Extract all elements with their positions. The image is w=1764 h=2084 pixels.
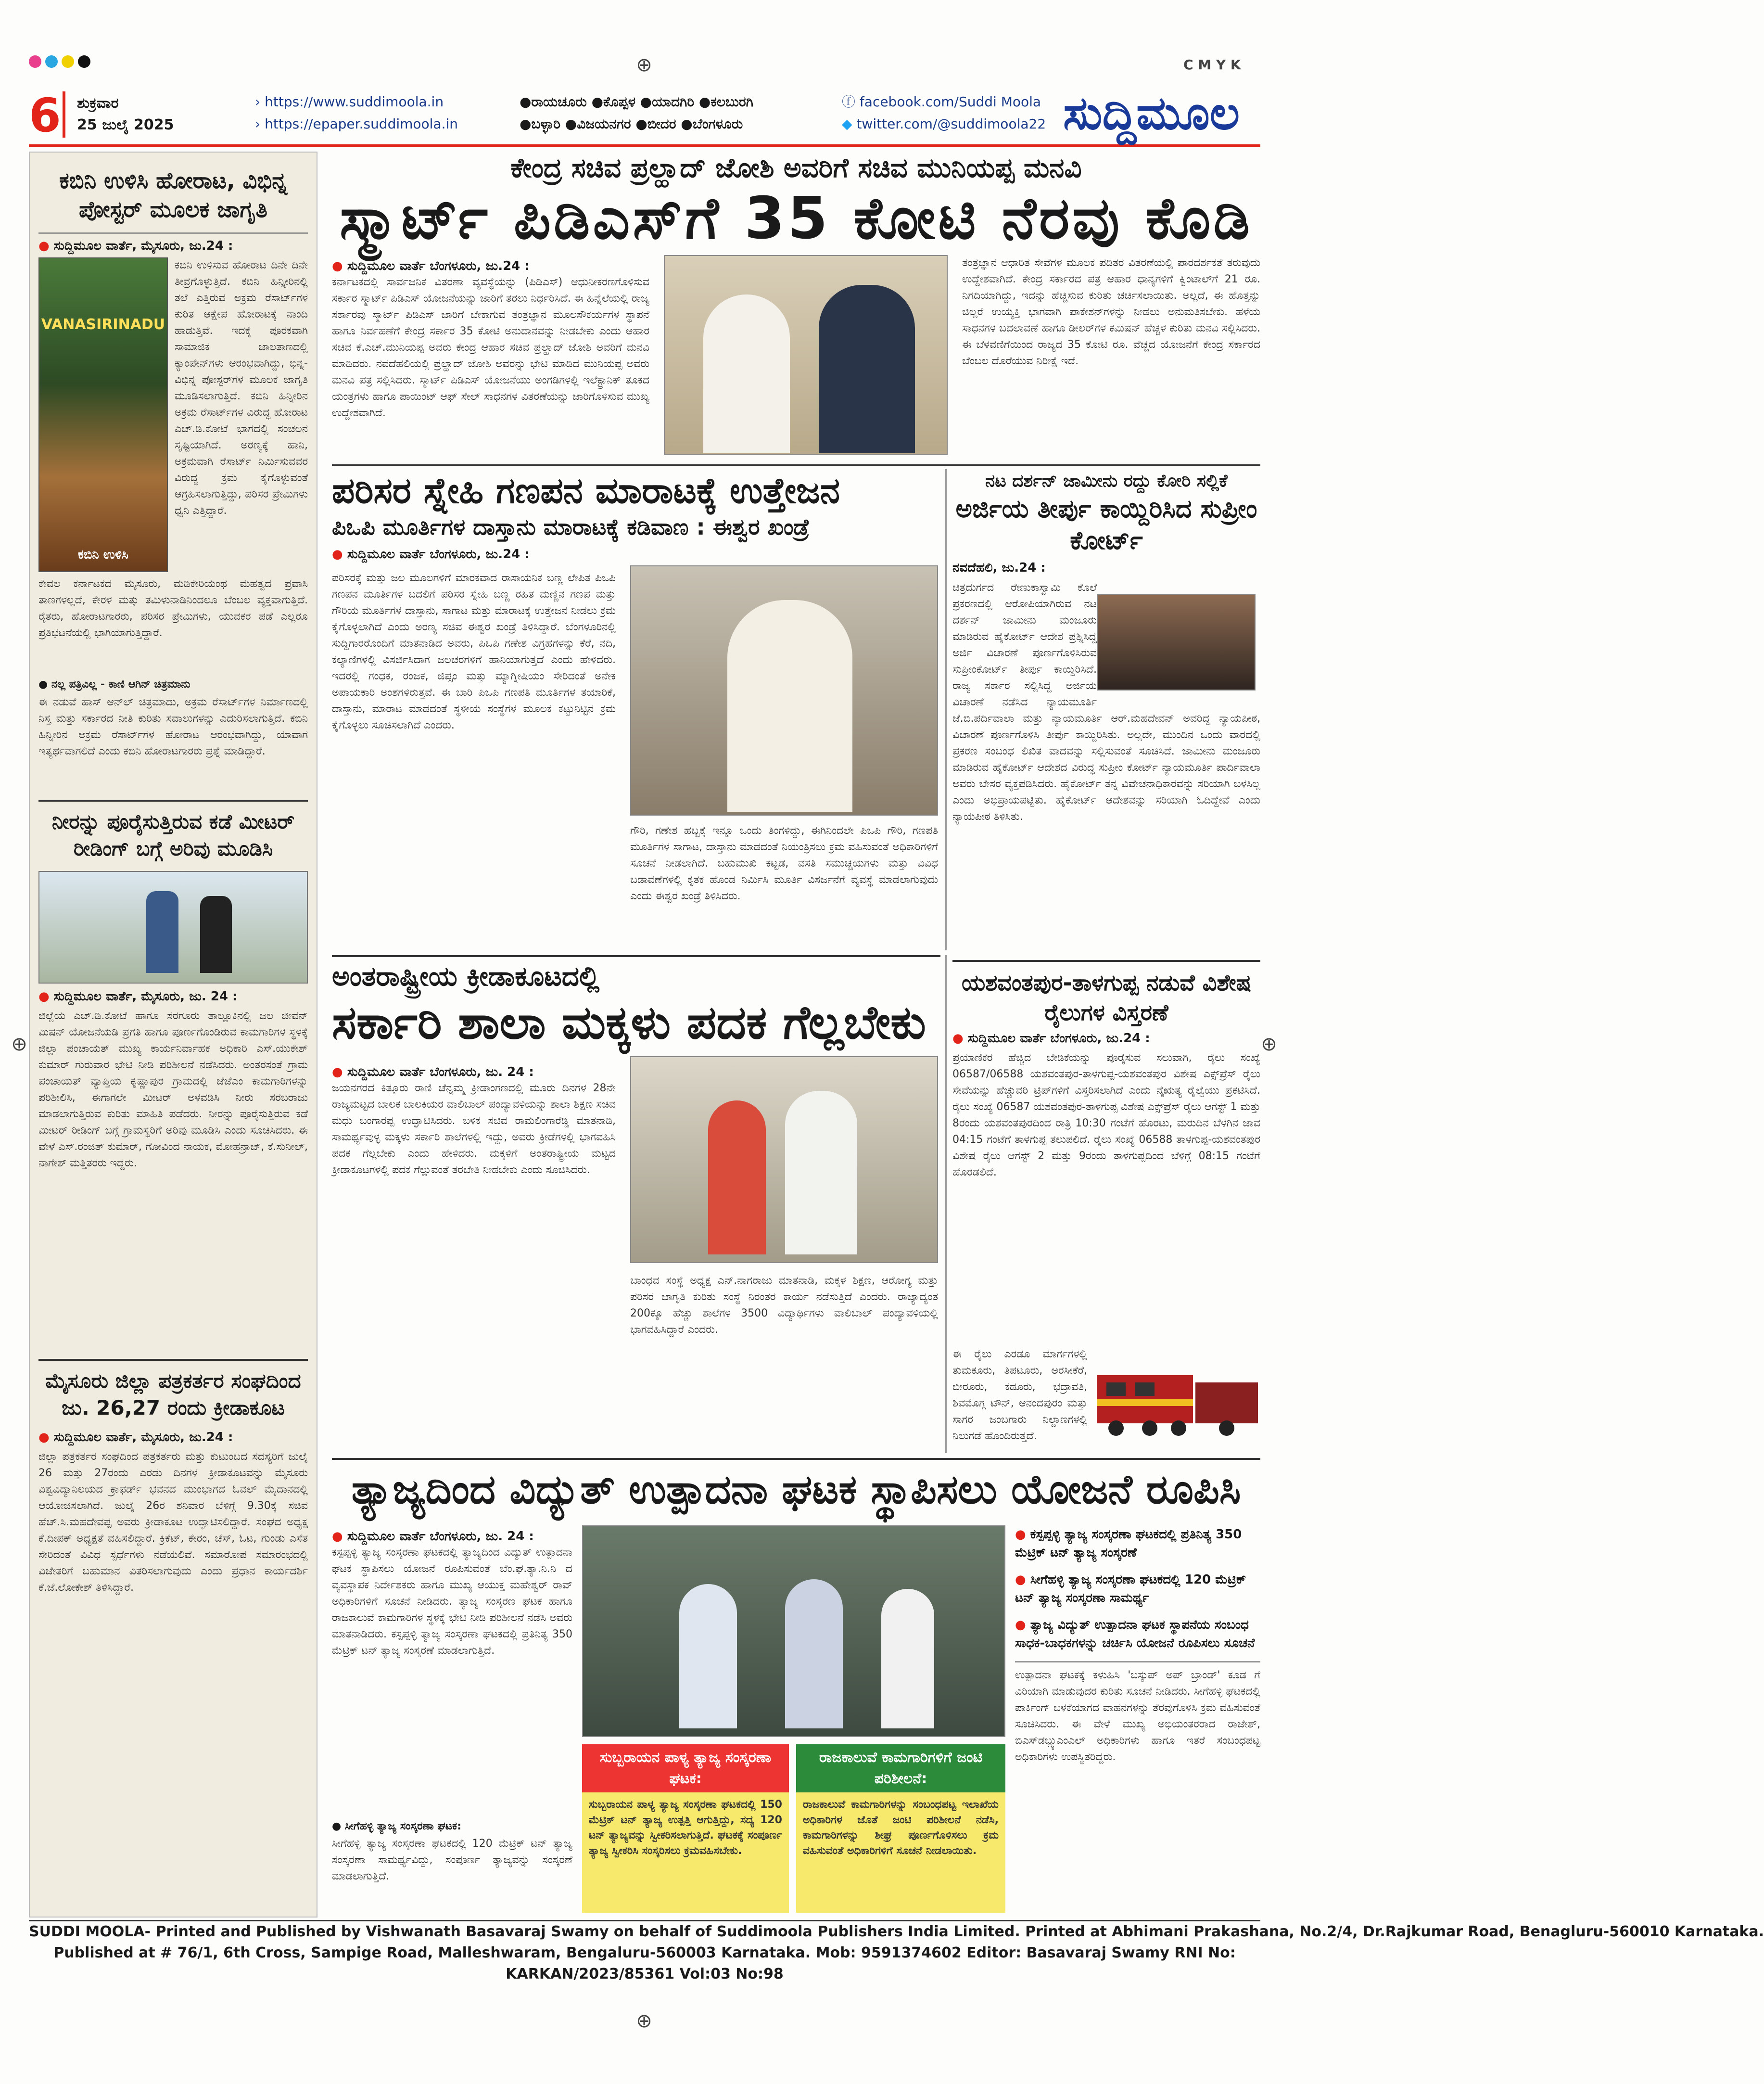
black-dot	[78, 55, 90, 68]
kabini-dateline-text: ಸುದ್ದಿಮೂಲ ವಾರ್ತೆ, ಮೈಸೂರು, ಜು.24 :	[53, 239, 233, 253]
rail-body2: ಈ ರೈಲು ಎರಡೂ ಮಾರ್ಗಗಳಲ್ಲಿ ತುಮಕೂರು, ತಿಪಟೂರು, ಅರಸೀಕೆರೆ, ಬೀರೂರು, ಕಡೂರು, ಭದ್ರಾವತಿ, ಶಿವಮೊಗ್ಗ ಟೌನ್, ಆನಂದಪುರಂ ಮತ್ತು ಸಾಗರ ಜಂಬಗಾರು ನಿಲ್ದಾಣಗಳಲ್ಲಿ ನಿಲುಗಡೆ ಹೊಂದಿರುತ್ತದೆ.	[952, 1348, 1087, 1442]
sports-meet-dateline	[38, 1430, 308, 1445]
sports-dateline-text: ಸುದ್ದಿಮೂಲ ವಾರ್ತೆ ಬೆಂಗಳೂರು, ಜು. 24 :	[347, 1065, 534, 1079]
rule	[38, 800, 308, 802]
train-icon	[1092, 1346, 1260, 1443]
sports-body-right: ಬಾಂಧವ ಸಂಸ್ಥೆ ಅಧ್ಯಕ್ಷ ಎನ್.ನಾಗರಾಜು ಮಾತನಾಡಿ, ಮಕ್ಕಳ ಶಿಕ್ಷಣ, ಆರೋಗ್ಯ ಮತ್ತು ಪರಿಸರ ಜಾಗೃತಿ ಕುರಿತು ಸಂಸ್ಥೆ ನಿರಂತರ ಕಾರ್ಯ ನಡೆಸುತ್ತಿದೆ ಎಂದರು. ರಾಜ್ಯಾದ್ಯಂತ 200ಕ್ಕೂ ಹೆಚ್ಚು ಶಾಲೆಗಳ 3500 ವಿದ್ಯಾರ್ಥಿಗಳು ವಾಲಿಬಾಲ್ ಪಂದ್ಯಾವಳಿಯಲ್ಲಿ ಭಾಗವಹಿಸಿದ್ದಾರೆ ಎಂದರು.	[630, 1275, 938, 1336]
poster-title: VANASIRINADU	[41, 316, 165, 333]
cities-row1: ●ರಾಯಚೂರು ●ಕೊಪ್ಪಳ ●ಯಾದಗಿರಿ ●ಕಲಬುರಗಿ	[520, 94, 754, 110]
bullet-text: ತ್ಯಾಜ್ಯ ವಿದ್ಯುತ್ ಉತ್ಪಾದನಾ ಘಟಕ ಸ್ಥಾಪನೆಯ ಸಂಬಂಧ ಸಾಧಕ-ಬಾಧಕಗಳನ್ನು ಚರ್ಚಿಸಿ ಯೋಜನೆ ರೂಪಿಸಲು ಸೂಚನೆ	[1015, 1618, 1255, 1650]
meter-dateline-text: ಸುದ್ದಿಮೂಲ ವಾರ್ತೆ, ಮೈಸೂರು, ಜು. 24 :	[53, 989, 238, 1004]
lead-body-right: ತಂತ್ರಜ್ಞಾನ ಆಧಾರಿತ ಸೇವೆಗಳ ಮೂಲಕ ಪಡಿತರ ವಿತರಣೆಯಲ್ಲಿ ಪಾರದರ್ಶಕತೆ ತರುವುದು ಉದ್ದೇಶವಾಗಿದೆ. ಕೇಂದ್ರ ಸರ್ಕಾರದ ಪತ್ರ ಆಹಾರ ಧಾನ್ಯಗಳಿಗೆ ಕ್ವಿಂಟಾಲ್‌ಗೆ 21 ರೂ. ನಿಗದಿಯಾಗಿದ್ದು, ಇದನ್ನು ಹೆಚ್ಚಿಸುವ ಕುರಿತು ಚರ್ಚಿಸಲಾಯಿತು. ಅಲ್ಲದೆ, ಈ ಹೊತ್ತನ್ನು ಚಿಲ್ಲರೆ ಉಯ್ಯಕ್ತಿ ಭಾಗವಾಗಿ ಪಾಕೇಶನ್‌ಗಳನ್ನು ನೀಡಲು ಅನುಮತಿಸಬೇಕು. ಹಳೆಯ ಸಾಧನಗಳ ಬದಲಾವಣೆ ಹಾಗೂ ಡೀಲರ್‌ಗಳ ಕಮಿಷನ್ ಹೆಚ್ಚಳ ಕುರಿತು ಮನವಿ ಸಲ್ಲಿಸಿದರು. ಈ ಬೆಳವಣಿಗೆಯಿಂದ ರಾಜ್ಯದ 35 ಕೋಟಿ ರೂ. ವೆಚ್ಚದ ಯೋಜನೆಗೆ ಕೇಂದ್ರ ಸರ್ಕಾರದ ಬೆಂಬಲ ದೊರೆಯುವ ನಿರೀಕ್ಷೆ ಇದೆ.	[962, 257, 1260, 367]
crosshair-icon: ⊕	[636, 54, 652, 76]
kabini-body3: ಈ ನಡುವೆ ಹಾಸ್ ಆನ್‌ಲ್ ಚಿತ್ರಮಾದು, ಅಕ್ರಮ ರೆಸಾರ್ಟ್‌ಗಳ ನಿರ್ಮಾಣದಲ್ಲಿ ನಿಸ್ತ ಮತ್ತು ಸರ್ಕಾರದ ನೀತಿ ಕುರಿತು ಸವಾಲುಗಳನ್ನು ಎದುರಿಸಲಾಗುತ್ತಿದೆ. ಕಬಿನಿ ಹಿನ್ನೀರಿನ ಅಕ್ರಮ ರೆಸಾರ್ಟ್‌ಗಳ ಹೋರಾಟ ಆರಂಭವಾಗಿದ್ದು, ಯಾವಾಗ ಇತ್ಯರ್ಥವಾಗಲಿದೆ ಎಂದು ಕಬಿನಿ ಹೋರಾಟಗಾರರು ಪ್ರಶ್ನೆ ಮಾಡಿದ್ದಾರೆ.	[38, 696, 308, 757]
person-figure	[146, 891, 178, 973]
issue-day: ಶುಕ್ರವಾರ	[77, 95, 119, 112]
twitter-link[interactable]	[842, 115, 1046, 134]
registration-dots	[29, 55, 94, 70]
facebook-text: facebook.com/Suddi Moola	[859, 94, 1041, 110]
eco-dateline	[332, 547, 940, 562]
kabini-dateline	[38, 239, 308, 254]
person-figure	[785, 1091, 857, 1254]
waste-subhead: ● ಸೀಗೆಹಳ್ಳಿ ತ್ಯಾಜ್ಯ ಸಂಸ್ಕರಣಾ ಘಟಕ:	[332, 1820, 461, 1832]
waste-dateline-text: ಸುದ್ದಿಮೂಲ ವಾರ್ತೆ ಬೆಂಗಳೂರು, ಜು. 24 :	[347, 1529, 534, 1544]
waste-photo	[582, 1525, 1005, 1737]
person-figure	[708, 1100, 766, 1254]
court-body	[952, 580, 1260, 946]
person-figure	[727, 600, 852, 812]
rule	[945, 469, 947, 950]
rule	[945, 955, 947, 1453]
rail-headline: ಯಶವಂತಪುರ-ತಾಳಗುಪ್ಪ ನಡುವೆ ವಿಶೇಷ ರೈಲುಗಳ ವಿಸ್ತರಣೆ	[962, 970, 1251, 1025]
eco-subhead: ಪಿಒಪಿ ಮೂರ್ತಿಗಳ ದಾಸ್ತಾನು ಮಾರಾಟಕ್ಕೆ ಕಡಿವಾಣ : ಈಶ್ವರ ಖಂಡ್ರೆ	[332, 514, 810, 540]
rail-dateline-text: ಸುದ್ದಿಮೂಲ ವಾರ್ತೆ ಬೆಂಗಳೂರು, ಜು.24 :	[967, 1031, 1150, 1046]
rail-dateline	[952, 1031, 1260, 1046]
kabini-subhead: ● ನಲ್ಲ ಪತ್ರಿವಿಲ್ಲ - ಕಾಣಿ ಆಗಿನ್ ಚಿತ್ರಮಾನು	[38, 678, 190, 690]
poster-label: ಕಬಿನಿ ಉಳಿಸಿ	[78, 548, 128, 562]
bullet-icon: ●	[1015, 1573, 1026, 1587]
kabini-headline: ಕಬಿನಿ ಉಳಿಸಿ ಹೋರಾಟ, ವಿಭಿನ್ನ ಪೋಸ್ಟರ್ ಮೂಲಕ ಜಾಗೃತಿ	[59, 167, 288, 222]
person-figure	[703, 294, 790, 453]
bullet-icon: ●	[38, 239, 50, 253]
waste-dateline	[332, 1529, 534, 1544]
facebook-link[interactable]	[842, 92, 1041, 112]
masthead	[29, 87, 1260, 147]
crosshair-left-icon: ⊕	[11, 1033, 27, 1055]
lead-story	[332, 152, 1260, 460]
court-kicker: ನಟ ದರ್ಶನ್ ಜಾಮೀನು ರದ್ದು ಕೋರಿ ಸಲ್ಲಿಕೆ	[985, 471, 1228, 491]
sports-body: ಜಯನಗರದ ಕಿತ್ತೂರು ರಾಣಿ ಚೆನ್ನಮ್ಮ ಕ್ರೀಡಾಂಗಣದಲ್ಲಿ ಮೂರು ದಿನಗಳ 28ನೇ ರಾಜ್ಯಮಟ್ಟದ ಬಾಲಕ ಬಾಲಕಿಯರ ವಾಲಿಬಾಲ್ ಪಂದ್ಯಾವಳಿಯನ್ನು ಶಾಲಾ ಶಿಕ್ಷಣ ಸಚಿವ ಮಧು ಬಂಗಾರಪ್ಪ ಉದ್ಘಾಟಿಸಿದರು. ಬಳಿಕ ಸಚಿವ ರಾಮಲಿಂಗಾರೆಡ್ಡಿ ಮಾತನಾಡಿ, ಸಾಮರ್ಥ್ಯವುಳ್ಳ ಮಕ್ಕಳು ಸರ್ಕಾರಿ ಶಾಲೆಗಳಲ್ಲಿ ಇದ್ದು, ಅವರು ಕ್ರೀಡೆಗಳಲ್ಲಿ ಭಾಗವಹಿಸಿ ಪದಕ ಗೆಲ್ಲಬೇಕು ಎಂದು ಹೇಳಿದರು. ಮಕ್ಕಳಿಗೆ ಅಂತರಾಷ್ಟ್ರೀಯ ಮಟ್ಟದ ಕ್ರೀಡಾಕೂಟಗಳಲ್ಲಿ ಪದಕ ಗೆಲ್ಲುವಂತೆ ತರಬೇತಿ ನೀಡಬೇಕು ಎಂದು ಸೂಚಿಸಿದರು.	[332, 1082, 616, 1176]
sports-kicker: ಅಂತರಾಷ್ಟ್ರೀಯ ಕ್ರೀಡಾಕೂಟದಲ್ಲಿ	[332, 961, 600, 992]
meter-body: ಜಿಲ್ಲೆಯ ಎಚ್.ಡಿ.ಕೋಟೆ ಹಾಗೂ ಸರಗೂರು ತಾಲ್ಲೂಕಿನಲ್ಲಿ ಜಲ ಜೀವನ್ ಮಿಷನ್ ಯೋಜನೆಯಡಿ ಪ್ರಗತಿ ಹಾಗೂ ಪೂರ್ಣಗೊಂಡಿರುವ ಕಾಮಗಾರಿಗಳ ಸ್ಥಳಕ್ಕೆ ಜಿಲ್ಲಾ ಪಂಚಾಯತ್ ಮುಖ್ಯ ಕಾರ್ಯನಿರ್ವಾಹಕ ಅಧಿಕಾರಿ ಎಸ್.ಯುಕೇಶ್ ಕುಮಾರ್ ಗುರುವಾರ ಭೇಟಿ ನೀಡಿ ಪರಿಶೀಲನೆ ನಡೆಸಿದರು. ಅಂತರಸಂತೆ ಗ್ರಾಮ ಪಂಚಾಯತ್ ವ್ಯಾಪ್ತಿಯ ಕೃಷ್ಣಾಪುರ ಗ್ರಾಮದಲ್ಲಿ ಜೆಜೆಎಂ ಕಾಮಗಾರಿಗಳನ್ನು ಪರಿಶೀಲಿಸಿ, ಈಗಾಗಲೇ ಮೀಟರ್ ಅಳವಡಿಸಿ ನೀರು ಸರಬರಾಜು ಮಾಡಲಾಗುತ್ತಿರುವ ಕುರಿತು ಮಾಹಿತಿ ಪಡೆದರು. ನೀರನ್ನು ಪೂರೈಸುತ್ತಿರುವ ಕಡೆ ಮೀಟರ್ ರೀಡಿಂಗ್ ಬಗ್ಗೆ ಗ್ರಾಮಸ್ಥರಿಗೆ ಅರಿವು ಮೂಡಿಸಿ ಎಂದು ಸೂಚಿಸಿದರು. ಈ ವೇಳೆ ಎಸ್.ರಂಜಿತ್ ಕುಮಾರ್, ಗೋವಿಂದ ನಾಯಕ, ಮೋಹನ್ರಾಜ್, ಕೆ.ಸುನೀಲ್, ನಾಗೇಶ್ ಮತ್ತಿತರರು ಇದ್ದರು.	[38, 1010, 308, 1169]
box-subbarayanapalya	[582, 1744, 789, 1913]
cmyk-label: C M Y K	[1183, 57, 1241, 73]
court-dateline: ನವದೆಹಲಿ, ಜು.24 :	[952, 561, 1046, 575]
imprint-footer	[29, 1920, 1764, 1982]
lead-photo	[664, 255, 948, 455]
rule	[952, 960, 1260, 962]
rail-story	[952, 960, 1260, 1453]
box1-body: ಸುಬ್ಬರಾಯನ ಪಾಳ್ಯ ತ್ಯಾಜ್ಯ ಸಂಸ್ಕರಣಾ ಘಟಕದಲ್ಲಿ 150 ಮೆಟ್ರಿಕ್ ಟನ್ ತ್ಯಾಜ್ಯ ಉತ್ಪತ್ತಿ ಆಗುತ್ತಿದ್ದು, ಸದ್ಯ 120 ಟನ್ ತ್ಯಾಜ್ಯವನ್ನು ಸ್ವೀಕರಿಸಲಾಗುತ್ತಿದೆ. ಘಟಕಕ್ಕೆ ಸಂಪೂರ್ಣ ತ್ಯಾಜ್ಯ ಸ್ವೀಕರಿಸಿ ಸಂಸ್ಕರಿಸಲು ಕ್ರಮವಹಿಸಬೇಕು.	[589, 1799, 782, 1857]
lead-dateline	[332, 259, 530, 274]
website-link[interactable]: › https://www.suddimoola.in	[255, 94, 444, 110]
kabini-poster	[38, 257, 168, 572]
photo-spacer	[1097, 580, 1260, 695]
meter-headline: ನೀರನ್ನು ಪೂರೈಸುತ್ತಿರುವ ಕಡೆ ಮೀಟರ್ ರೀಡಿಂಗ್ ಬಗ್ಗೆ ಅರಿವು ಮೂಡಿಸಿ	[51, 810, 295, 860]
brand-logo: ಸುದ್ದಿಮೂಲ	[1063, 86, 1240, 140]
bullet-text: ಕಸ್ಪಪ್ಪಳ್ಳಿ ತ್ಯಾಜ್ಯ ಸಂಸ್ಕರಣಾ ಘಟಕದಲ್ಲಿ ಪ್ರತಿನಿತ್ಯ 350 ಮೆಟ್ರಿಕ್ ಟನ್ ತ್ಯಾಜ್ಯ ಸಂಸ್ಕರಣೆ	[1015, 1527, 1242, 1560]
box2-title: ರಾಜಕಾಲುವೆ ಕಾಮಗಾರಿಗಳಿಗೆ ಜಂಟಿ ಪರಿಶೀಲನೆ:	[796, 1744, 1005, 1792]
bullet-icon: ●	[952, 1031, 964, 1046]
epaper-link[interactable]: › https://epaper.suddimoola.in	[255, 116, 458, 132]
eco-story	[332, 469, 940, 950]
rule	[38, 232, 308, 234]
court-headline: ಅರ್ಜಿಯ ತೀರ್ಪು ಕಾಯ್ದಿರಿಸಿದ ಸುಪ್ರೀಂ ಕೋರ್ಟ್	[955, 495, 1257, 555]
bullet-icon: ●	[1015, 1527, 1026, 1542]
bullet-icon: ●	[332, 259, 343, 273]
rule	[38, 1359, 308, 1361]
bullet-item	[1015, 1571, 1260, 1607]
sports-meet-dateline-text: ಸುದ್ದಿಮೂಲ ವಾರ್ತೆ, ಮೈಸೂರು, ಜು.24 :	[53, 1430, 233, 1445]
bullet-icon: ●	[38, 1430, 50, 1445]
bullet-icon: ●	[332, 1065, 343, 1079]
imprint-line2: Published at # 76/1, 6th Cross, Sampige Road, Malleshwaram, Bengaluru-560003 Karnataka. Mob: 9591374602 Editor: Basavaraj Swamy RNI No: KARKAN/2023/85361 Vol:03 No:98	[53, 1944, 1236, 1982]
waste-headline: ತ್ಯಾಜ್ಯದಿಂದ ವಿದ್ಯುತ್ ಉತ್ಪಾದನಾ ಘಟಕ ಸ್ಥಾಪಿಸಲು ಯೋಜನೆ ರೂಪಿಸಿ	[351, 1466, 1241, 1513]
issue-date: 25 ಜುಲೈ 2025	[77, 116, 174, 133]
rule	[332, 955, 940, 957]
facebook-icon: ⓕ	[842, 94, 856, 110]
kabini-body1: ಕಬಿನಿ ಉಳಿಸುವ ಹೋರಾಟ ದಿನೇ ದಿನೇ ತೀವ್ರಗೊಳ್ಳುತ್ತಿದೆ. ಕಬಿನಿ ಹಿನ್ನೀರಿನಲ್ಲಿ ತಲೆ ಎತ್ತಿರುವ ಅಕ್ರಮ ರೆಸಾರ್ಟ್‌ಗಳ ಕುರಿತ ಆಕ್ಷೇಪ ಹೋರಾಟಕ್ಕೆ ನಾಂದಿ ಹಾಡುತ್ತಿವೆ. ಇದಕ್ಕೆ ಪೂರಕವಾಗಿ ಸಾಮಾಜಿಕ ಜಾಲತಾಣದಲ್ಲಿ ಕ್ಯಾಂಪೇನ್‌ಗಳು ಆರಂಭವಾಗಿದ್ದು, ಭಿನ್ನ-ವಿಭಿನ್ನ ಪೋಸ್ಟರ್‌ಗಳ ಮೂಲಕ ಜಾಗೃತಿ ಮೂಡಿಸಲಾಗುತ್ತಿದೆ. ಕಬಿನಿ ಹಿನ್ನೀರಿನ ಅಕ್ರಮ ರೆಸಾರ್ಟ್‌ಗಳ ವಿರುದ್ಧ ಹೋರಾಟ ಎಚ್.ಡಿ.ಕೋಟೆ ಭಾಗದಲ್ಲಿ ಸಂಚಲನ ಸೃಷ್ಟಿಯಾಗಿದೆ. ಅರಣ್ಯಕ್ಕೆ ಹಾನಿ, ಅಕ್ರಮವಾಗಿ ರೆಸಾರ್ಟ್ ನಿರ್ಮಿಸುವವರ ವಿರುದ್ಧ ಕ್ರಮ ಕೈಗೊಳ್ಳುವಂತೆ ಆಗ್ರಹಿಸಲಾಗುತ್ತಿದ್ದು, ಪರಿಸರ ಪ್ರೇಮಿಗಳು ಧ್ವನಿ ಎತ್ತಿದ್ದಾರೆ.	[175, 259, 308, 517]
train-illustration	[1092, 1346, 1260, 1443]
sports-story	[332, 960, 940, 1453]
box-rajakaluve	[796, 1744, 1005, 1913]
bullet-item	[1015, 1616, 1260, 1652]
left-column	[29, 152, 317, 1918]
sports-meet-body: ಜಿಲ್ಲಾ ಪತ್ರಕರ್ತರ ಸಂಘದಿಂದ ಪತ್ರಕರ್ತರು ಮತ್ತು ಕುಟುಂಬದ ಸದಸ್ಯರಿಗೆ ಜುಲೈ 26 ಮತ್ತು 27ರಂದು ಎರಡು ದಿನಗಳ ಕ್ರೀಡಾಕೂಟವನ್ನು ಮೈಸೂರು ವಿಶ್ವವಿದ್ಯಾನಿಲಯದ ಕ್ರಾಫರ್ಡ್ ಭವನದ ಮುಂಭಾಗದ ಓವಲ್ ಮೈದಾನದಲ್ಲಿ ಆಯೋಜಿಸಲಾಗಿದೆ. ಜುಲೈ 26ರ ಶನಿವಾರ ಬೆಳಿಗ್ಗೆ 9.30ಕ್ಕೆ ಸಚಿವ ಹೆಚ್.ಸಿ.ಮಹದೇವಪ್ಪ ಅವರು ಕ್ರೀಡಾಕೂಟ ಉದ್ಘಾಟಿಸಲಿದ್ದಾರೆ. ಸಂಘದ ಅಧ್ಯಕ್ಷ ಕೆ.ದೀಪಕ್ ಅಧ್ಯಕ್ಷತೆ ವಹಿಸಲಿದ್ದಾರೆ. ಕ್ರಿಕೆಟ್, ಕೇರಂ, ಚೆಸ್, ಓಟ, ಗುಂಡು ಎಸೆತ ಸೇರಿದಂತೆ ವಿವಿಧ ಸ್ಪರ್ಧೆಗಳು ನಡೆಯಲಿವೆ. ಸಮಾರೋಪ ಸಮಾರಂಭದಲ್ಲಿ ವಿಜೇತರಿಗೆ ಬಹುಮಾನ ವಿತರಿಸಲಾಗುವುದು ಎಂದು ಪ್ರಧಾನ ಕಾರ್ಯದರ್ಶಿ ಕೆ.ಜೆ.ಲೋಕೇಶ್ ತಿಳಿಸಿದ್ದಾರೆ.	[38, 1451, 308, 1594]
lead-dateline-text: ಸುದ್ದಿಮೂಲ ವಾರ್ತೆ ಬೆಂಗಳೂರು, ಜು.24 :	[347, 259, 530, 273]
eco-body: ಪರಿಸರಕ್ಕೆ ಮತ್ತು ಜಲ ಮೂಲಗಳಿಗೆ ಮಾರಕವಾದ ರಾಸಾಯನಿಕ ಬಣ್ಣ ಲೇಪಿತ ಪಿಒಪಿ ಗಣಪನ ಮೂರ್ತಿಗಳ ಬದಲಿಗೆ ಪರಿಸರ ಸ್ನೇಹಿ ಬಣ್ಣ ರಹಿತ ಮಣ್ಣಿನ ಗಣಪ ಮತ್ತು ಗೌರಿಯ ಮೂರ್ತಿಗಳ ದಾಸ್ತಾನು, ಸಾಗಾಟ ಮತ್ತು ಮಾರಾಟಕ್ಕೆ ಉತ್ತೇಜನ ನೀಡಲು ಕ್ರಮ ಕೈಗೊಳ್ಳಲಾಗಿದೆ ಎಂದು ಅರಣ್ಯ ಸಚಿವ ಈಶ್ವರ ಖಂಡ್ರೆ ತಿಳಿಸಿದ್ದಾರೆ. ಬೆಂಗಳೂರಿನಲ್ಲಿ ಸುದ್ದಿಗಾರರೊಂದಿಗೆ ಮಾತನಾಡಿದ ಅವರು, ಪಿಒಪಿ ಗಣೇಶ ವಿಗ್ರಹಗಳನ್ನು ಕೆರೆ, ನದಿ, ಕಲ್ಯಾಣಿಗಳಲ್ಲಿ ವಿಸರ್ಜಿಸಿದಾಗ ಜಲಚರಗಳಿಗೆ ಹಾನಿಯಾಗುತ್ತದೆ ಎಂದು ಹೇಳಿದರು. ಇದರಲ್ಲಿ ಗಂಧಕ, ರಂಜಕ, ಜಿಪ್ಸಂ ಮತ್ತು ಮ್ಯಾಗ್ನೀಷಿಯಂ ಸೇರಿದಂತೆ ಅನೇಕ ಅಪಾಯಕಾರಿ ಅಂಶಗಳಿರುತ್ತವೆ. ಈ ಬಾರಿ ಪಿಒಪಿ ಗಣಪತಿ ಮೂರ್ತಿಗಳ ತಯಾರಿಕೆ, ದಾಸ್ತಾನು, ಮಾರಾಟ ಮಾಡದಂತೆ ಸ್ಥಳೀಯ ಸಂಸ್ಥೆಗಳ ಮೂಲಕ ಕಟ್ಟುನಿಟ್ಟಿನ ಕ್ರಮ ಕೈಗೊಳ್ಳಲು ಸೂಚಿಸಲಾಗಿದೆ ಎಂದರು.	[332, 572, 616, 731]
magenta-dot	[29, 55, 41, 68]
rail-body: ಪ್ರಯಾಣಿಕರ ಹೆಚ್ಚಿದ ಬೇಡಿಕೆಯನ್ನು ಪೂರೈಸುವ ಸಲುವಾಗಿ, ರೈಲು ಸಂಖ್ಯೆ 06587/06588 ಯಶವಂತಪುರ-ತಾಳಗುಪ್ಪ-ಯಶವಂತಪುರ ವಿಶೇಷ ಎಕ್ಸ್‌ಪ್ರೆಸ್ ರೈಲು ಸೇವೆಯನ್ನು ಹೆಚ್ಚುವರಿ ಟ್ರಿಪ್‌ಗಳಿಗೆ ವಿಸ್ತರಿಸಲಾಗಿದೆ ಎಂದು ನೈಋತ್ಯ ರೈಲ್ವೆಯು ಪ್ರಕಟಿಸಿದೆ. ರೈಲು ಸಂಖ್ಯೆ 06587 ಯಶವಂತಪುರ-ತಾಳಗುಪ್ಪ ವಿಶೇಷ ಎಕ್ಸ್‌ಪ್ರೆಸ್ ರೈಲು ಆಗಸ್ಟ್ 1 ಮತ್ತು 8ರಂದು ಯಶವಂತಪುರದಿಂದ ರಾತ್ರಿ 10:30 ಗಂಟೆಗೆ ಹೊರಟು, ಮರುದಿನ ಬೆಳಗಿನ ಜಾವ 04:15 ಗಂಟೆಗೆ ತಾಳಗುಪ್ಪ ತಲುಪಲಿದೆ. ರೈಲು ಸಂಖ್ಯೆ 06588 ತಾಳಗುಪ್ಪ-ಯಶವಂತಪುರ ವಿಶೇಷ ರೈಲು ಆಗಸ್ಟ್ 2 ಮತ್ತು 9ರಂದು ತಾಳಗುಪ್ಪದಿಂದ ಬೆಳಿಗ್ಗೆ 08:15 ಗಂಟೆಗೆ ಹೊರಡಲಿದೆ.	[952, 1052, 1260, 1178]
bullet-text: ಸೀಗೆಹಳ್ಳಿ ತ್ಯಾಜ್ಯ ಸಂಸ್ಕರಣಾ ಘಟಕದಲ್ಲಿ 120 ಮೆಟ್ರಿಕ್ ಟನ್ ತ್ಯಾಜ್ಯ ಸಂಸ್ಕರಣಾ ಸಾಮರ್ಥ್ಯ	[1015, 1573, 1246, 1605]
box2-body: ರಾಜಕಾಲುವೆ ಕಾಮಗಾರಿಗಳನ್ನು ಸಂಬಂಧಪಟ್ಟ ಇಲಾಖೆಯ ಅಧಿಕಾರಿಗಳ ಜೊತೆ ಜಂಟಿ ಪರಿಶೀಲನೆ ನಡೆಸಿ, ಕಾಮಗಾರಿಗಳನ್ನು ಶೀಘ್ರ ಪೂರ್ಣಗೊಳಿಸಲು ಕ್ರಮ ವಹಿಸುವಂತೆ ಅಧಿಕಾರಿಗಳಿಗೆ ಸೂಚನೆ ನೀಡಲಾಯಿತು.	[803, 1799, 999, 1857]
meter-dateline	[38, 989, 308, 1004]
cyan-dot	[45, 55, 58, 68]
kabini-body2: ಕೇವಲ ಕರ್ನಾಟಕದ ಮೈಸೂರು, ಮಡಿಕೇರಿಯಂಥ ಮಹತ್ವದ ಪ್ರವಾಸಿ ತಾಣಗಳಲ್ಲದೆ, ಕೇರಳ ಮತ್ತು ತಮಿಳುನಾಡಿನಿಂದಲೂ ಬೆಂಬಲ ವ್ಯಕ್ತವಾಗುತ್ತಿದೆ. ರೈತರು, ಹೋರಾಟಗಾರರು, ಪರಿಸರ ಪ್ರೇಮಿಗಳು, ಯುವಕರ ಪಡೆ ಎಲ್ಲರೂ ಪ್ರತಿಭಟನೆಯಲ್ಲಿ ಭಾಗಿಯಾಗುತ್ತಿದ್ದಾರೆ.	[38, 578, 308, 639]
bullet-icon: ●	[1015, 1618, 1026, 1632]
person-figure	[679, 1584, 737, 1728]
lead-kicker: ಕೇಂದ್ರ ಸಚಿವ ಪ್ರಲ್ಹಾದ್ ಜೋಶಿ ಅವರಿಗೆ ಸಚಿವ ಮುನಿಯಪ್ಪ ಮನವಿ	[510, 153, 1082, 184]
epaper-text: https://epaper.suddimoola.in	[265, 116, 458, 132]
rule	[332, 1458, 1260, 1460]
twitter-text: twitter.com/@suddimoola22	[856, 116, 1046, 132]
eco-headline: ಪರಿಸರ ಸ್ನೇಹಿ ಗಣಪನ ಮಾರಾಟಕ್ಕೆ ಉತ್ತೇಜನ	[332, 470, 840, 511]
crosshair-bottom-icon: ⊕	[636, 2010, 652, 2032]
person-figure	[200, 896, 232, 973]
eco-dateline-text: ಸುದ್ದಿಮೂಲ ವಾರ್ತೆ ಬೆಂಗಳೂರು, ಜು.24 :	[347, 547, 530, 562]
lead-headline: ಸ್ಮಾರ್ಟ್ ಪಿಡಿಎಸ್‌ಗೆ 35 ಕೋಟಿ ನೆರವು ಕೊಡಿ	[340, 185, 1253, 252]
bullet-icon: ●	[332, 1529, 343, 1544]
sports-photo	[630, 1056, 938, 1263]
website-text: https://www.suddimoola.in	[265, 94, 444, 110]
person-figure	[785, 1579, 843, 1728]
crosshair-right-icon: ⊕	[1261, 1033, 1277, 1055]
sports-headline: ಸರ್ಕಾರಿ ಶಾಲಾ ಮಕ್ಕಳು ಪದಕ ಗೆಲ್ಲಬೇಕು	[332, 996, 926, 1049]
cities-row2: ●ಬಳ್ಳಾರಿ ●ವಿಜಯನಗರ ●ಬೀದರ ●ಬೆಂಗಳೂರು	[520, 116, 743, 132]
eco-caption: ಗೌರಿ, ಗಣೇಶ ಹಬ್ಬಕ್ಕೆ ಇನ್ನೂ ಒಂದು ತಿಂಗಳಿದ್ದು, ಈಗಿನಿಂದಲೇ ಪಿಒಪಿ ಗೌರಿ, ಗಣಪತಿ ಮೂರ್ತಿಗಳ ಸಾಗಾಟ, ದಾಸ್ತಾನು ಮಾಡದಂತೆ ನಿಯಂತ್ರಿಸಲು ಕ್ರಮ ವಹಿಸುವಂತೆ ಅಧಿಕಾರಿಗಳಿಗೆ ಸೂಚನೆ ನೀಡಲಾಗಿದೆ. ಬಹುಮುಖಿ ಕಟ್ಟಡ, ವಸತಿ ಸಮುಚ್ಚಯಗಳು ಮತ್ತು ವಿವಿಧ ಬಡಾವಣೆಗಳಲ್ಲಿ ಕೃತಕ ಹೊಂಡ ನಿರ್ಮಿಸಿ ಮೂರ್ತಿ ವಿಸರ್ಜನೆಗೆ ವ್ಯವಸ್ಥೆ ಮಾಡಲಾಗುವುದು ಎಂದು ಈಶ್ವರ ಖಂಡ್ರೆ ತಿಳಿಸಿದರು.	[630, 825, 938, 902]
box1-title: ಸುಬ್ಬರಾಯನ ಪಾಳ್ಯ ತ್ಯಾಜ್ಯ ಸಂಸ್ಕರಣಾ ಘಟಕ:	[582, 1744, 789, 1792]
divider	[63, 91, 65, 138]
bullet-item	[1015, 1525, 1260, 1562]
waste-story	[332, 1463, 1260, 1915]
meter-photo	[38, 871, 308, 984]
waste-body3: ಉತ್ಪಾದನಾ ಘಟಕಕ್ಕೆ ಕಳುಹಿಸಿ 'ಬಸ್ಕುಪ್ ಅಪ್ ಬ್ರಾಂಡ್' ಕೂಡ ಗೆ ವಿರಿಯಾಗಿ ಮಾಡುವುದರ ಕುರಿತು ಸೂಚನೆ ನೀಡಿದರು. ಸೀಗೆಹಳ್ಳಿ ಘಟಕದಲ್ಲಿ ಪಾರ್ಕಿಂಗ್ ಬಳಕೆಯಾಗದ ವಾಹನಗಳನ್ನು ತೆರವುಗೊಳಿಸಿ ಕ್ರಮ ವಹಿಸುವಂತೆ ಸೂಚಿಸಿದರು. ಈ ವೇಳೆ ಮುಖ್ಯ ಅಭಿಯಂತರರಾದ ರಾಜೇಶ್, ಬಿಎಸ್‌ಡಬ್ಲ್ಯುಎಂಎಲ್ ಅಧಿಕಾರಿಗಳು ಹಾಗೂ ಇತರೆ ಸಂಬಂಧಪಟ್ಟ ಅಧಿಕಾರಿಗಳು ಉಪಸ್ಥಿತರಿದ್ದರು.	[1015, 1669, 1260, 1763]
waste-body2: ಸೀಗೆಹಳ್ಳಿ ತ್ಯಾಜ್ಯ ಸಂಸ್ಕರಣಾ ಘಟಕದಲ್ಲಿ 120 ಮೆಟ್ರಿಕ್ ಟನ್ ತ್ಯಾಜ್ಯ ಸಂಸ್ಕರಣಾ ಸಾಮರ್ಥ್ಯವಿದ್ದು, ಸಂಪೂರ್ಣ ತ್ಯಾಜ್ಯವನ್ನು ಸಂಸ್ಕರಣೆ ಮಾಡಲಾಗುತ್ತಿದೆ.	[332, 1838, 572, 1882]
person-figure	[881, 1589, 934, 1728]
eco-photo	[630, 565, 938, 816]
bullet-icon: ●	[332, 547, 343, 562]
waste-sidebar	[1015, 1525, 1260, 1913]
sports-meet-headline: ಮೈಸೂರು ಜಿಲ್ಲಾ ಪತ್ರಕರ್ತರ ಸಂಘದಿಂದ ಜು. 26,27 ರಂದು ಕ್ರೀಡಾಕೂಟ	[45, 1369, 301, 1419]
rule	[332, 464, 1260, 466]
waste-body: ಕಸ್ಪಪ್ಪಳ್ಳಿ ತ್ಯಾಜ್ಯ ಸಂಸ್ಕರಣಾ ಘಟಕದಲ್ಲಿ ತ್ಯಾಜ್ಯದಿಂದ ವಿದ್ಯುತ್ ಉತ್ಪಾದನಾ ಘಟಕ ಸ್ಥಾಪಿಸಲು ಯೋಜನೆ ರೂಪಿಸುವಂತೆ ಬೆಂ.ಘ.ತ್ಯಾ.ನಿ.ನಿ ದ ವ್ಯವಸ್ಥಾಪಕ ನಿರ್ದೇಶಕರು ಹಾಗೂ ಮುಖ್ಯ ಆಯುಕ್ತ ಮಹೇಶ್ವರ್ ರಾವ್ ಅಧಿಕಾರಿಗಳಿಗೆ ಸೂಚನೆ ನೀಡಿದರು. ತ್ಯಾಜ್ಯ ಸಂಸ್ಕರಣ ಘಟಕ ಹಾಗೂ ರಾಜಕಾಲುವೆ ಕಾಮಗಾರಿಗಳ ಸ್ಥಳಕ್ಕೆ ಭೇಟಿ ನೀಡಿ ಪರಿಶೀಲನೆ ನಡೆಸಿ ಅವರು ಮಾತನಾಡಿದರು. ಕಸ್ಪಪ್ಪಳ್ಳಿ ತ್ಯಾಜ್ಯ ಸಂಸ್ಕರಣಾ ಘಟಕದಲ್ಲಿ ಪ್ರತಿನಿತ್ಯ 350 ಮೆಟ್ರಿಕ್ ಟನ್ ತ್ಯಾಜ್ಯ ಸಂಸ್ಕರಣೆ ಮಾಡಲಾಗುತ್ತಿದೆ.	[332, 1547, 572, 1657]
bullet-icon: ●	[38, 989, 50, 1004]
lead-body-left: ಕರ್ನಾಟಕದಲ್ಲಿ ಸಾರ್ವಜನಿಕ ವಿತರಣಾ ವ್ಯವಸ್ಥೆಯನ್ನು (ಪಿಡಿಎಸ್) ಆಧುನೀಕರಣಗೊಳಿಸುವ ಸರ್ಕಾರ ಸ್ಮಾರ್ಟ್ ಪಿಡಿಎಸ್ ಯೋಜನೆಯನ್ನು ಜಾರಿಗೆ ತರಲು ನಿರ್ಧರಿಸಿದೆ. ಈ ಹಿನ್ನೆಲೆಯಲ್ಲಿ ರಾಜ್ಯ ಸರ್ಕಾರವು ಸ್ಮಾರ್ಟ್ ಪಿಡಿಎಸ್ ಜಾರಿಗೆ ಬೇಕಾಗುವ ತಂತ್ರಜ್ಞಾನ ಮೂಲಸೌಕರ್ಯಗಳ ಸ್ಥಾಪನೆ ಹಾಗೂ ನಿರ್ವಹಣೆಗೆ ಕೇಂದ್ರ ಸರ್ಕಾರ 35 ಕೋಟಿ ಅನುದಾನವನ್ನು ನೀಡಬೇಕು ಎಂದು ಆಹಾರ ಸಚಿವ ಕೆ.ಎಚ್.ಮುನಿಯಪ್ಪ ಅವರು ಕೇಂದ್ರ ಆಹಾರ ಸಚಿವ ಪ್ರಲ್ಹಾದ್ ಜೋಶಿ ಅವರಿಗೆ ಮನವಿ ಮಾಡಿದರು. ನವದೆಹಲಿಯಲ್ಲಿ ಪ್ರಲ್ಹಾದ್ ಜೋಶಿ ಅವರನ್ನು ಭೇಟಿ ಮಾಡಿದ ಮುನಿಯಪ್ಪ ಅವರು ಮನವಿ ಪತ್ರ ಸಲ್ಲಿಸಿದರು. ಸ್ಮಾರ್ಟ್ ಪಿಡಿಎಸ್ ಯೋಜನೆಯು ಅಂಗಡಿಗಳಲ್ಲಿ ಇಲೆಕ್ಟ್ರಾನಿಕ್ ತೂಕದ ಯಂತ್ರಗಳು ಹಾಗೂ ಪಾಯಿಂಟ್ ಆಫ್ ಸೇಲ್ ಸಾಧನಗಳ ವಿತರಣೆಯನ್ನು ಜಾರಿಗೊಳಿಸುವ ಮುಖ್ಯ ಉದ್ದೇಶವಾಗಿದೆ.	[332, 276, 649, 419]
imprint-line1: SUDDI MOOLA- Printed and Published by Vishwanath Basavaraj Swamy on behalf of Suddimoola Publishers India Limited. Printed at Abhimani Prakashana, No.2/4, Dr.Rajkumar Road, Benagluru-560010 Karnataka.	[29, 1923, 1764, 1940]
person-figure	[819, 285, 915, 453]
twitter-icon: ◆	[842, 116, 852, 132]
yellow-dot	[62, 55, 74, 68]
sports-dateline	[332, 1065, 534, 1080]
rule	[1015, 1661, 1260, 1662]
court-body-text: ಚಿತ್ರದುರ್ಗದ ರೇಣುಕಾಸ್ವಾಮಿ ಕೊಲೆ ಪ್ರಕರಣದಲ್ಲಿ ಆರೋಪಿಯಾಗಿರುವ ನಟ ದರ್ಶನ್ ಜಾಮೀನು ಮಂಜೂರು ಮಾಡಿರುವ ಹೈಕೋರ್ಟ್ ಆದೇಶ ಪ್ರಶ್ನಿಸಿದ್ದ ಅರ್ಜಿ ವಿಚಾರಣೆ ಪೂರ್ಣಗೊಳಿಸಿರುವ ಸುಪ್ರೀಂಕೋರ್ಟ್ ತೀರ್ಪು ಕಾಯ್ದಿರಿಸಿದೆ. ರಾಜ್ಯ ಸರ್ಕಾರ ಸಲ್ಲಿಸಿದ್ದ ಅರ್ಜಿಯ ವಿಚಾರಣೆ ನಡೆಸಿದ ನ್ಯಾಯಮೂರ್ತಿ ಜೆ.ಬಿ.ಪರ್ದಿವಾಲಾ ಮತ್ತು ನ್ಯಾಯಮೂರ್ತಿ ಆರ್.ಮಹದೇವನ್ ಅವರಿದ್ದ ನ್ಯಾಯಪೀಠ, ವಿಚಾರಣೆ ಪೂರ್ಣಗೊಳಿಸಿ ತೀರ್ಪು ಕಾಯ್ದಿರಿಸಿತು. ಅಲ್ಲದೇ, ಮುಂದಿನ ಒಂದು ವಾರದಲ್ಲಿ ಪ್ರಕರಣ ಸಂಬಂಧ ಲಿಖಿತ ವಾದವನ್ನು ಸಲ್ಲಿಸುವಂತೆ ಸೂಚಿಸಿದೆ. ಜಾಮೀನು ಮಂಜೂರು ಮಾಡಿರುವ ಹೈಕೋರ್ಟ್ ಆದೇಶದ ವಿರುದ್ಧ ಸುಪ್ರೀಂ ಕೋರ್ಟ್ ನ್ಯಾಯಮೂರ್ತಿ ಪಾರ್ದಿವಾಲಾ ಅವರು ಬೇಸರ ವ್ಯಕ್ತಪಡಿಸಿದರು. ಹೈಕೋರ್ಟ್ ತನ್ನ ವಿವೇಚನಾಧಿಕಾರವನ್ನು ಸರಿಯಾಗಿ ಬಳಸಿಲ್ಲ ಎಂದು ಅಭಿಪ್ರಾಯಪಟ್ಟಿತು. ಹೈಕೋರ್ಟ್ ಆದೇಶವನ್ನು ಸರಿಯಾಗಿ ಓದಿದ್ದೇವೆ ಎಂದು ನ್ಯಾಯಪೀಠ ತಿಳಿಸಿತು.	[952, 582, 1260, 823]
court-story	[952, 469, 1260, 950]
page-number: 6	[29, 89, 61, 142]
